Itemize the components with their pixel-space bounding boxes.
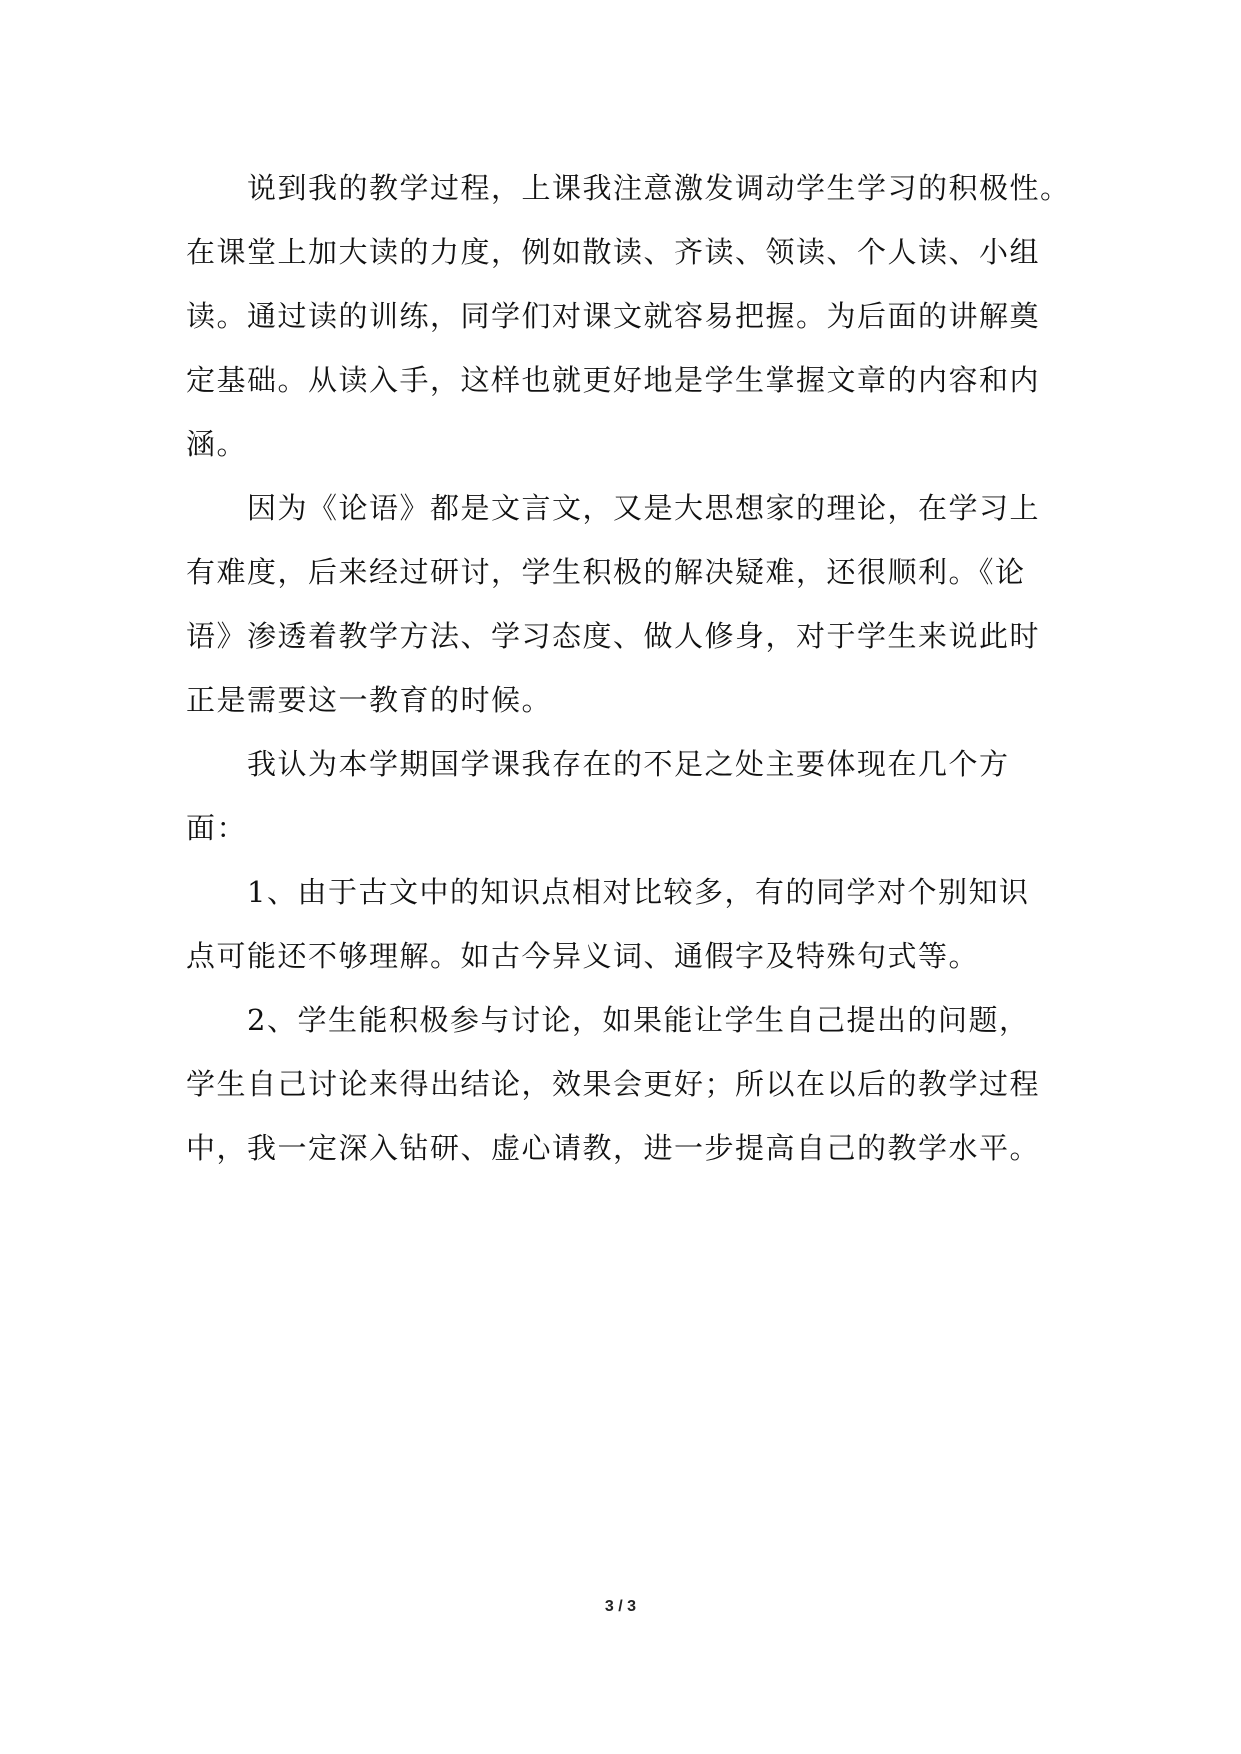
paragraph-line: 我认为本学期国学课我存在的不足之处主要体现在几个方 xyxy=(247,747,1010,781)
list-item-2 xyxy=(186,988,1076,1180)
document-body xyxy=(186,156,1076,1180)
paragraph-line: 涵。 xyxy=(186,427,248,461)
paragraph-line: 读。通过读的训练，同学们对课文就容易把握。为后面的讲解奠 xyxy=(186,299,1041,333)
paragraph-line: 在课堂上加大读的力度，例如散读、齐读、领读、个人读、小组 xyxy=(186,235,1041,269)
paragraph-line: 点可能还不够理解。如古今异义词、通假字及特殊句式等。 xyxy=(186,939,980,973)
paragraph-line: 2、学生能积极参与讨论，如果能让学生自己提出的问题， xyxy=(247,1003,1030,1037)
paragraph-line: 中，我一定深入钻研、虚心请教，进一步提高自己的教学水平。 xyxy=(186,1131,1041,1165)
paragraph-line: 定基础。从读入手，这样也就更好地是学生掌握文章的内容和内 xyxy=(186,363,1041,397)
paragraph-teaching-process xyxy=(186,156,1076,476)
paragraph-line: 面： xyxy=(186,811,248,845)
paragraph-line: 语》渗透着教学方法、学习态度、做人修身，对于学生来说此时 xyxy=(186,619,1041,653)
page-number: 3 / 3 xyxy=(604,1598,637,1615)
paragraph-line: 因为《论语》都是文言文，又是大思想家的理论，在学习上 xyxy=(247,491,1041,525)
paragraph-line: 1、由于古文中的知识点相对比较多，有的同学对个别知识 xyxy=(247,875,1030,909)
paragraph-line: 正是需要这一教育的时候。 xyxy=(186,683,553,717)
paragraph-line: 学生自己讨论来得出结论，效果会更好；所以在以后的教学过程 xyxy=(186,1067,1041,1101)
list-item-1 xyxy=(186,860,1076,988)
paragraph-lunyu xyxy=(186,476,1076,732)
paragraph-line: 说到我的教学过程，上课我注意激发调动学生学习的积极性。 xyxy=(247,171,1071,205)
paragraph-shortcomings-intro xyxy=(186,732,1076,860)
paragraph-line: 有难度，后来经过研讨，学生积极的解决疑难，还很顺利。《论 xyxy=(186,555,1026,589)
